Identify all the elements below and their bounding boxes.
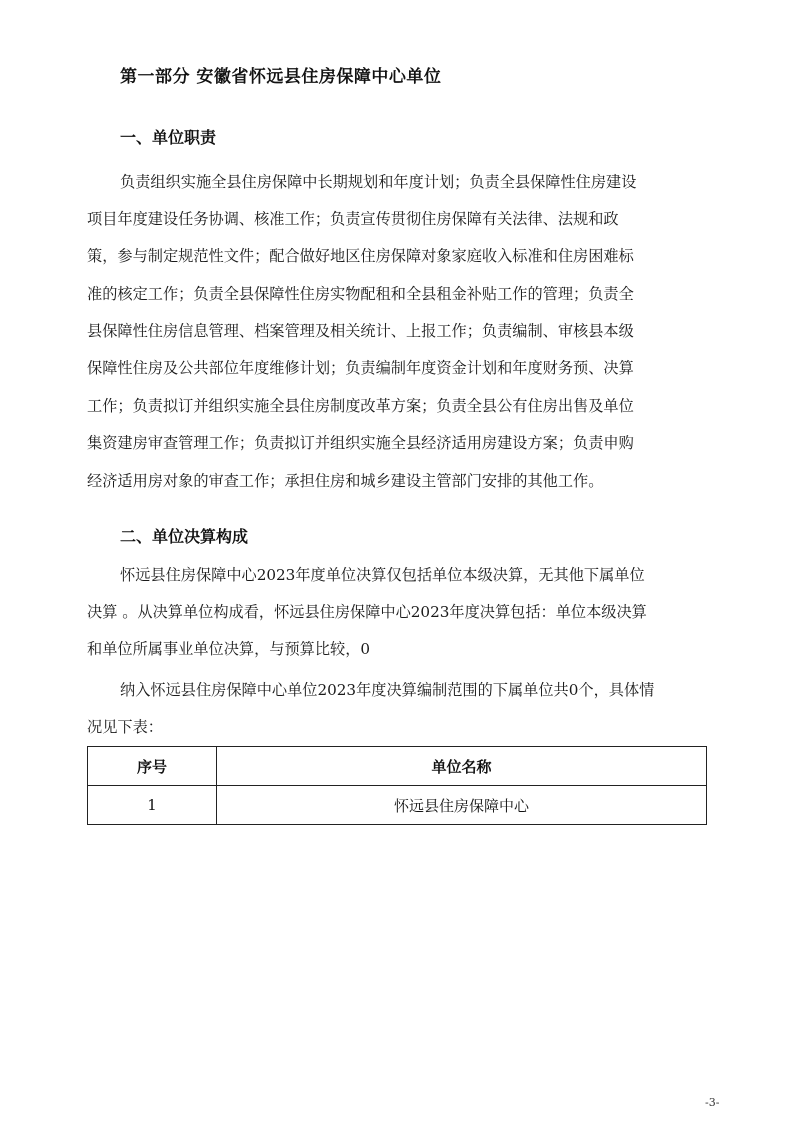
section-heading-composition: 二、单位决算构成 xyxy=(120,527,249,546)
table-header-row xyxy=(88,747,707,786)
table-row xyxy=(88,786,707,825)
cell-unit-name: 怀远县住房保障中心 xyxy=(217,786,707,825)
page-number: -3- xyxy=(705,1096,720,1109)
paragraph-line: 准的核定工作；负责全县保障性住房实物配租和全县租金补贴工作的管理；负责全 xyxy=(87,285,634,303)
paragraph-line: 经济适用房对象的审查工作；承担住房和城乡建设主管部门安排的其他工作。 xyxy=(87,472,604,490)
paragraph-line: 和单位所属事业单位决算，与预算比较，0 xyxy=(87,640,371,658)
header-index: 序号 xyxy=(88,747,217,786)
paragraph-line: 项目年度建设任务协调、核准工作；负责宣传贯彻住房保障有关法律、法规和政 xyxy=(87,210,619,228)
paragraph-line: 负责组织实施全县住房保障中长期规划和年度计划；负责全县保障性住房建设 xyxy=(120,173,637,191)
paragraph-line: 纳入怀远县住房保障中心单位2023年度决算编制范围的下属单位共0个，具体情 xyxy=(120,681,655,699)
paragraph-line: 工作；负责拟订并组织实施全县住房制度改革方案；负责全县公有住房出售及单位 xyxy=(87,397,634,415)
paragraph-line: 怀远县住房保障中心2023年度单位决算仅包括单位本级决算，无其他下属单位 xyxy=(120,566,645,584)
paragraph-line: 策，参与制定规范性文件；配合做好地区住房保障对象家庭收入标准和住房困难标 xyxy=(87,247,634,265)
paragraph-line: 决算 。从决算单位构成看，怀远县住房保障中心2023年度决算包括：单位本级决算 xyxy=(87,603,647,621)
paragraph-line: 保障性住房及公共部位年度维修计划；负责编制年度资金计划和年度财务预、决算 xyxy=(87,359,634,377)
cell-index: 1 xyxy=(88,786,217,825)
paragraph-line: 县保障性住房信息管理、档案管理及相关统计、上报工作；负责编制、审核县本级 xyxy=(87,322,634,340)
paragraph-line: 集资建房审查管理工作；负责拟订并组织实施全县经济适用房建设方案；负责申购 xyxy=(87,434,634,452)
header-unit-name: 单位名称 xyxy=(217,747,707,786)
section-heading-duties: 一、单位职责 xyxy=(120,128,217,147)
paragraph-line: 况见下表： xyxy=(87,718,163,736)
subunits-table xyxy=(87,746,707,825)
part-title: 第一部分 安徽省怀远县住房保障中心单位 xyxy=(120,67,442,87)
